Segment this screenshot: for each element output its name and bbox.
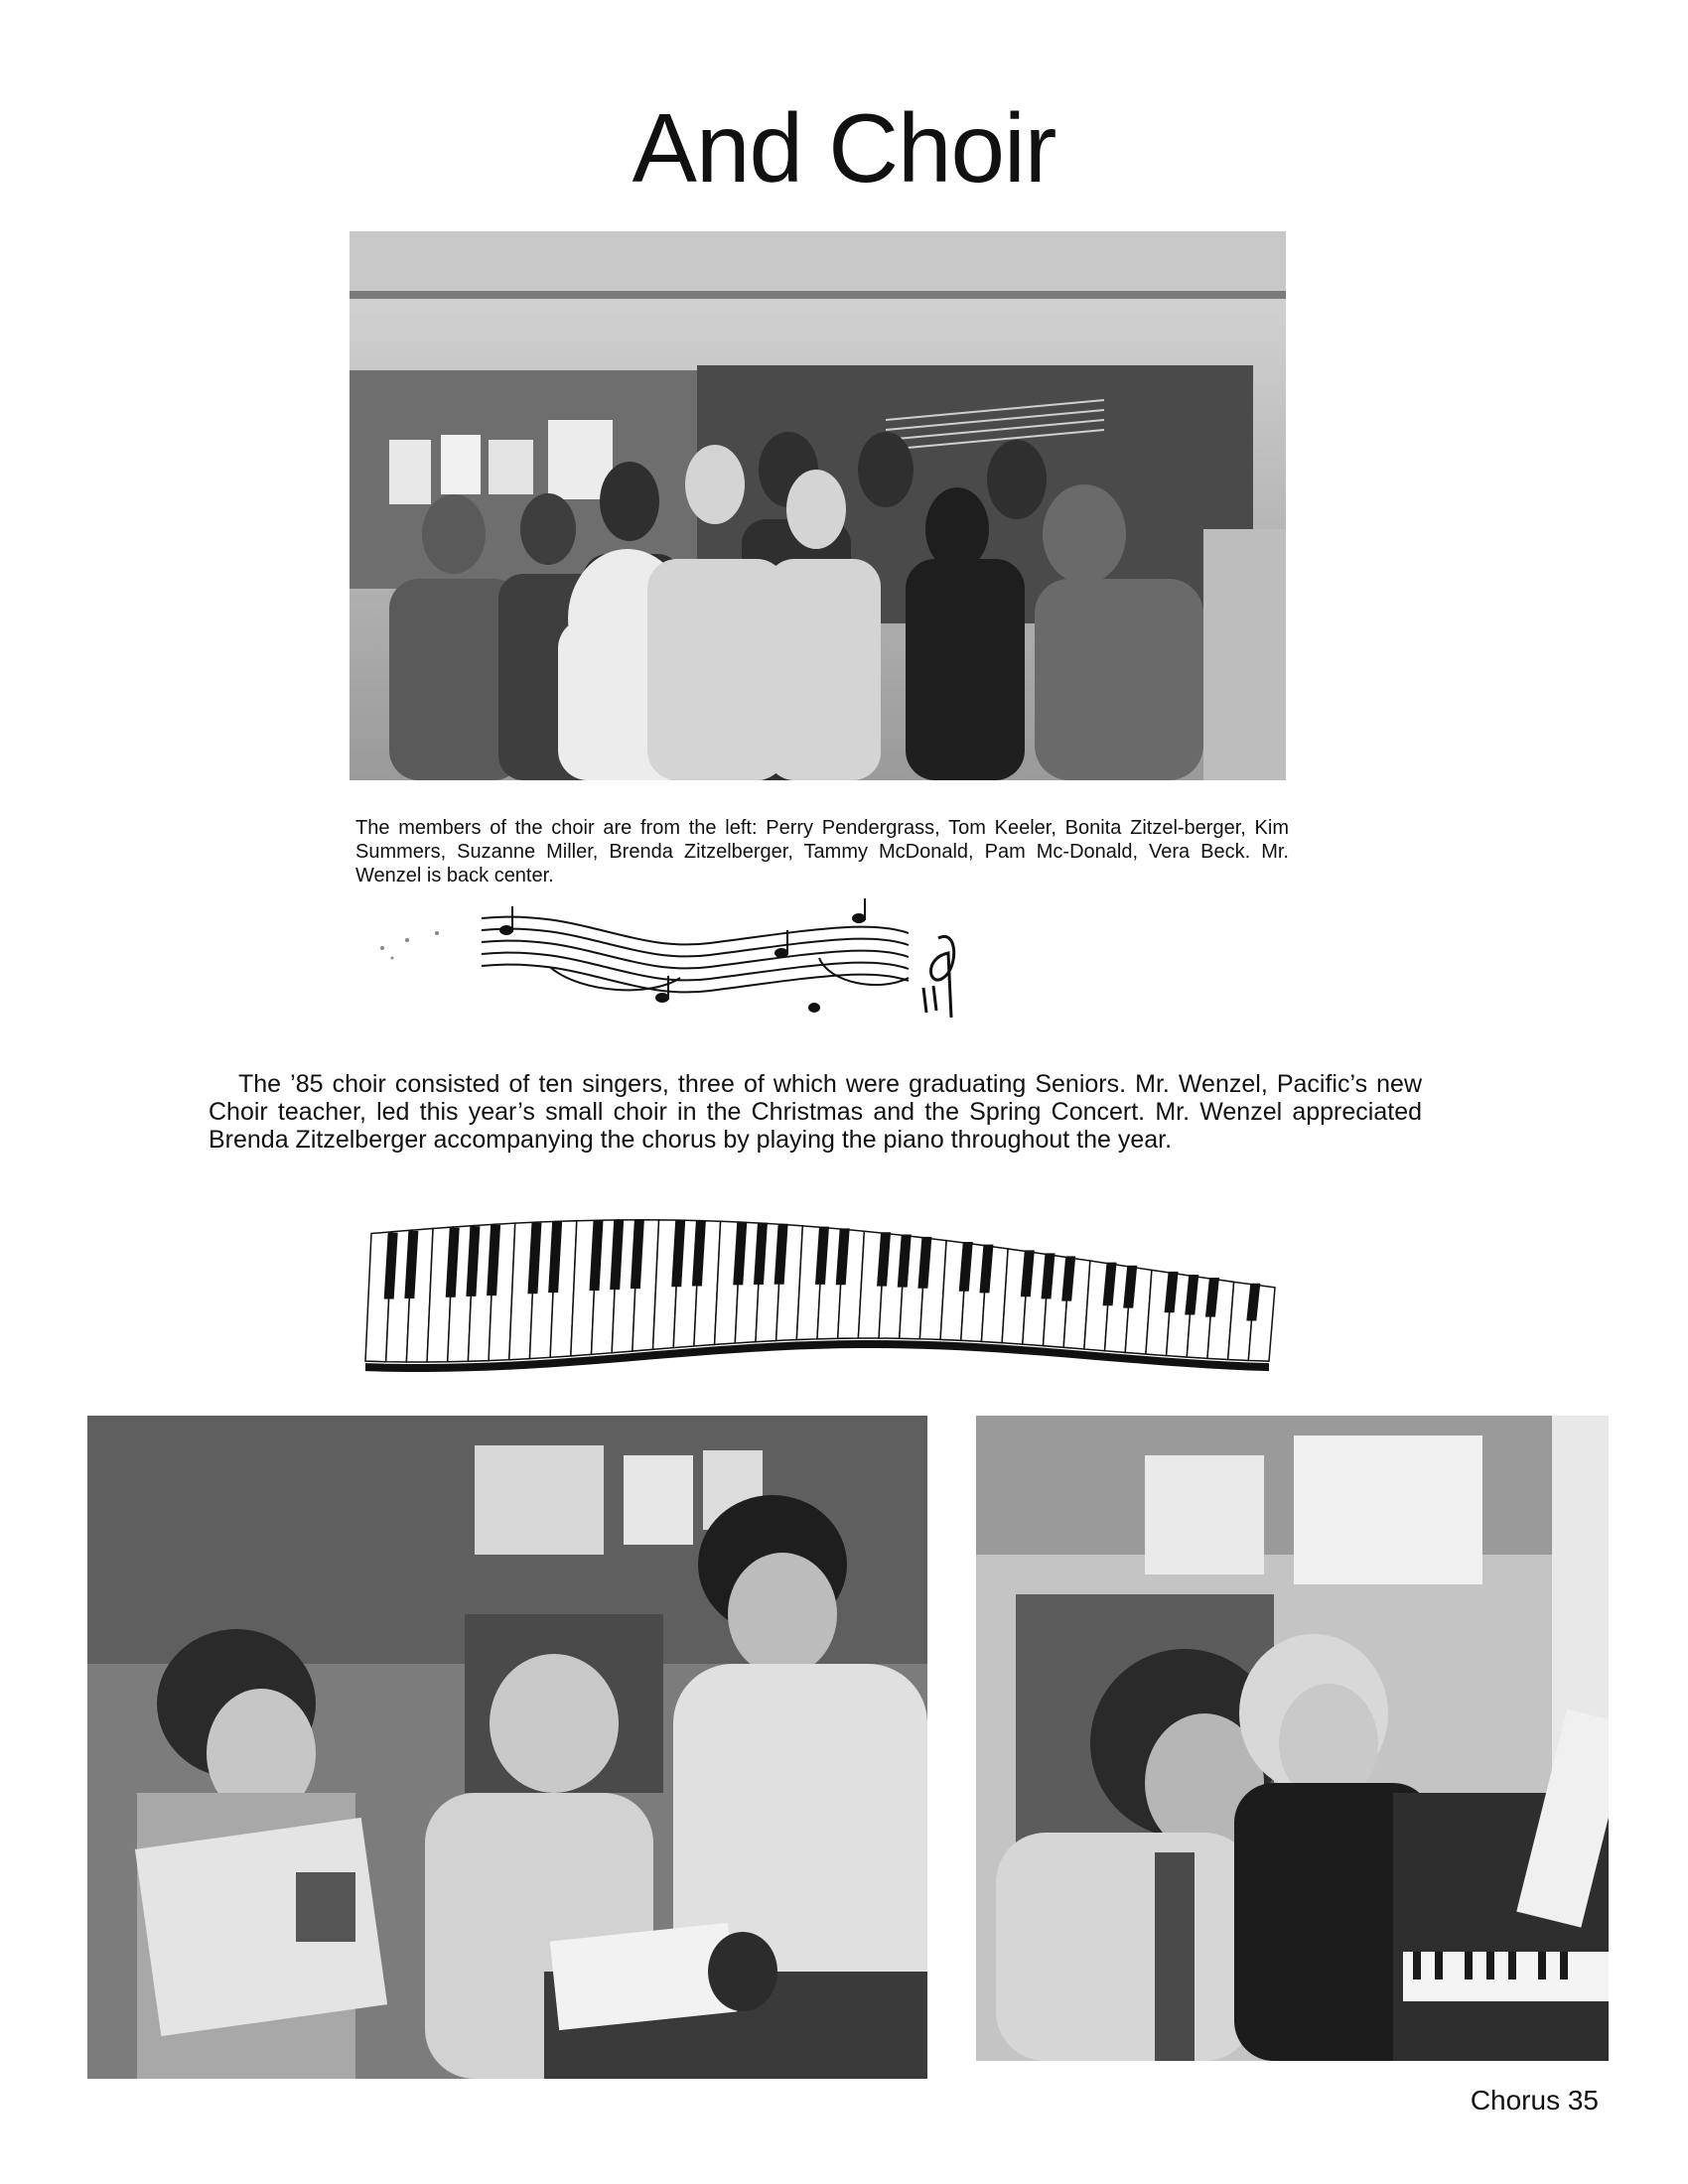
photo-caption: The members of the choir are from the left: Perry Pendergrass, Tom Keeler, Bonita Zitzel-berger, Kim Summers, Suzanne Miller, Brenda Zitzelberger, Tammy McDonald, Pam Mc-Donald, Vera Beck. Mr. Wenzel is back center. [355,817,1289,887]
page-title: And Choir [632,93,1056,203]
piano-player-photo [976,1416,1609,2061]
page-footer: Chorus 35 [1470,2085,1599,2116]
piano-keyboard-illustration [355,1203,1285,1374]
music-staff-illustration [352,898,1028,1032]
choir-article-text: The ’85 choir consisted of ten singers, three of which were graduating Seniors. Mr. Wenzel, Pacific’s new Choir teacher, led this year’s small choir in the Christmas and the Spring Concert. Mr. Wenzel appreciated Brenda Zitzelberger accompanying the chorus by playing the piano throughout the year. [209,1070,1422,1154]
choir-group-photo [350,231,1286,780]
singers-photo [87,1416,927,2079]
